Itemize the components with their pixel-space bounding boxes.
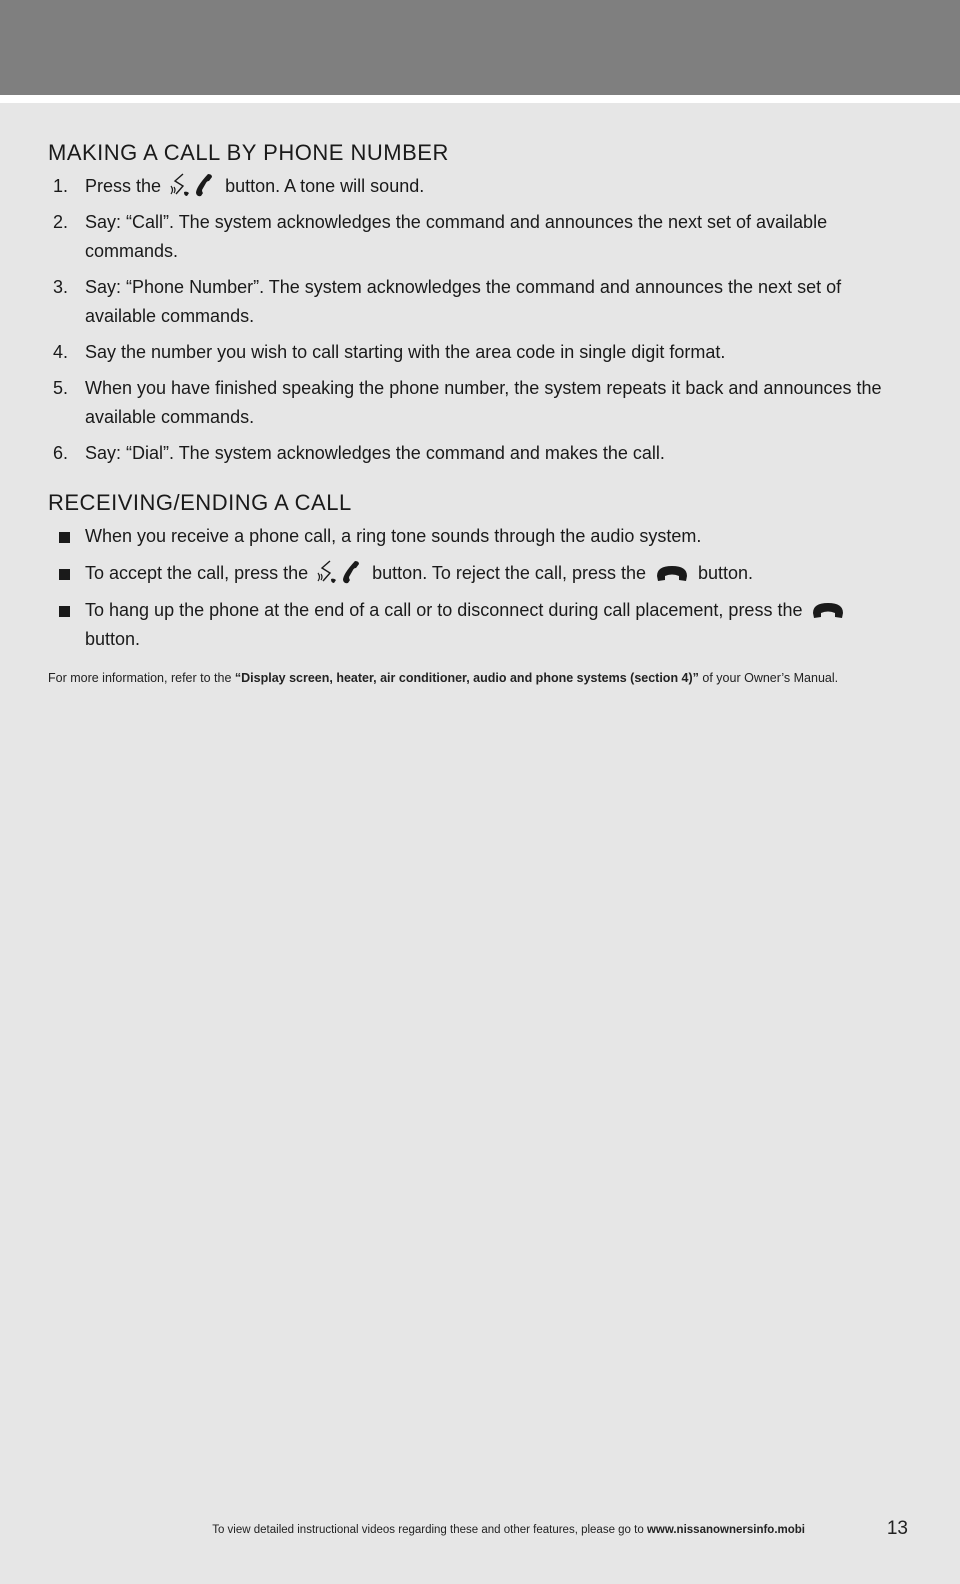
step-number: 3. <box>53 277 69 297</box>
list-item <box>48 596 898 654</box>
step-number: 2. <box>53 212 69 232</box>
step-number: 1. <box>53 176 69 196</box>
bullet-square-icon <box>59 532 70 543</box>
step-text: Say: “Call”. The system acknowledges the command and announces the next set of available commands. <box>85 212 828 261</box>
list-item <box>48 522 898 551</box>
hang-up-icon <box>655 563 689 583</box>
page-number: 13 <box>886 1518 908 1539</box>
footer-text <box>212 1524 805 1536</box>
footer-url-link[interactable]: www.nissanownersinfo.mobi <box>646 1524 805 1536</box>
list-item <box>48 338 898 367</box>
list-item <box>48 374 898 432</box>
step-text: button. A tone will sound. <box>225 176 425 196</box>
bullet-text: button. <box>85 629 141 649</box>
note-text: of your Owner’s Manual. <box>702 671 839 685</box>
list-item <box>48 208 898 266</box>
steps-list <box>48 172 898 468</box>
step-text: Say: “Dial”. The system acknowledges the command and makes the call. <box>85 443 665 463</box>
page-content <box>48 140 898 689</box>
note-text: For more information, refer to the <box>48 671 232 685</box>
note-manual-section: “Display screen, heater, air conditioner, audio and phone systems (section 4)” <box>234 671 699 685</box>
section-heading-making-call: MAKING A CALL BY PHONE NUMBER <box>48 140 449 165</box>
section-heading-receiving-call: RECEIVING/ENDING A CALL <box>48 490 352 515</box>
step-number: 6. <box>53 443 69 463</box>
step-text: When you have finished speaking the phone number, the system repeats it back and announces the available commands. <box>85 378 882 427</box>
step-number: 4. <box>53 342 69 362</box>
bullet-text: button. To reject the call, press the <box>372 563 646 583</box>
list-item <box>48 439 898 468</box>
step-text: Say the number you wish to call starting with the area code in single digit format. <box>85 342 726 362</box>
footer-caption: To view detailed instructional videos regarding these and other features, please go to <box>212 1524 644 1536</box>
header-band <box>0 0 960 95</box>
bullet-text: button. <box>698 563 754 583</box>
hang-up-icon <box>811 600 845 620</box>
talk-phone-icon <box>170 172 216 198</box>
header-rule <box>0 95 960 103</box>
list-item <box>48 559 898 588</box>
list-item <box>48 273 898 331</box>
bullet-text: To accept the call, press the <box>85 563 309 583</box>
reference-note <box>48 668 898 689</box>
step-number: 5. <box>53 378 69 398</box>
bullets-list <box>48 522 898 654</box>
bullet-square-icon <box>59 606 70 617</box>
bullet-text: To hang up the phone at the end of a call or to disconnect during call placement, press the <box>85 600 803 620</box>
list-item <box>48 172 898 201</box>
talk-phone-icon <box>317 559 363 585</box>
bullet-square-icon <box>59 569 70 580</box>
step-text: Say: “Phone Number”. The system acknowledges the command and announces the next set of available commands. <box>85 277 842 326</box>
step-text: Press the <box>85 176 162 196</box>
bullet-text: When you receive a phone call, a ring tone sounds through the audio system. <box>85 526 702 546</box>
